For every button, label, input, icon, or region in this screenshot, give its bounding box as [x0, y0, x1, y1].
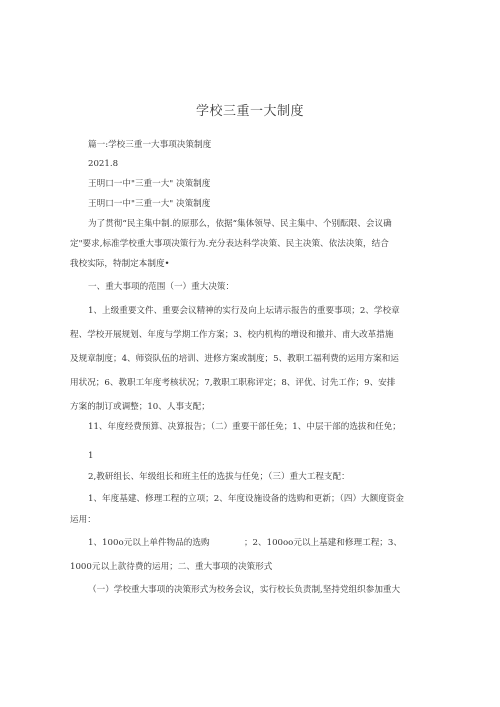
text-line: 11、年度经费预算、决算报告；（二）重要干部任免；1、中层干部的选拔和任免； — [88, 422, 401, 432]
text-line: 程、学校开展规划、年度与学期工作方案；3、校内机构的增设和撤并、甫大改革措施 — [70, 330, 394, 340]
text-line: 1000元以上款待费的运用；二、重大事项的决策形式 — [70, 562, 273, 572]
text-line: 1、上级重要文件、重要会议精神的实行及向上坛请示报告的重要事项；2、学校章 — [88, 306, 400, 316]
text-line: 2021.8 — [88, 159, 119, 169]
text-line: 2,教研组长、年级组长和班主任的选拔与任免；（三）重大工程支配： — [88, 472, 350, 482]
text-line: 一、重大事项的范围（一）重大决策： — [88, 282, 235, 292]
text-line: 王明口一中"三重一大" 决策制度 — [88, 199, 211, 209]
text-line: （一）学校重大事项的决策形式为校务会议，实行校长负责制,坚持党组织参加重大 — [88, 585, 401, 595]
text-line: 用状况；6、教职工年度考核状况；7,教职工职称评定；8、评优、讨先工作；9、安排 — [70, 378, 396, 388]
text-line: 方案的制订或调整；10、人事支配； — [70, 402, 210, 412]
text-line: 我校实际，特制定本制度• — [70, 259, 170, 269]
text-line: 运用： — [70, 515, 96, 525]
text-line: 1、100o元以上单件物品的选购 ；2、100oo元以上基建和修理工程；3、 — [88, 538, 402, 548]
page-number-line: 1 — [88, 451, 94, 461]
document-title: 学校三重一大制度 — [195, 104, 304, 119]
text-line: 为了贯彻“民主集中制.的原那么，依据“集体领导、民主集中、个别酝限、会议确 — [88, 219, 392, 229]
text-line: 王明口一中"三重一大" 决策制度 — [88, 179, 211, 189]
text-line: 及规章制度；4、师资队伍的培训、进修方案或制度；5、教职工福利费的运用方案和运 — [70, 354, 399, 364]
text-line: 1、年度基建、修理工程的立项；2、年度设施设备的选购和更新；（四）大额度资金 — [88, 494, 405, 504]
text-line: 篇一:学校三重一大事项决策制度 — [88, 140, 212, 150]
text-line: 定"要求,标准学校重大事项决策行为.充分表达科学决策、民主决策、依法决策，结合 — [70, 239, 389, 249]
